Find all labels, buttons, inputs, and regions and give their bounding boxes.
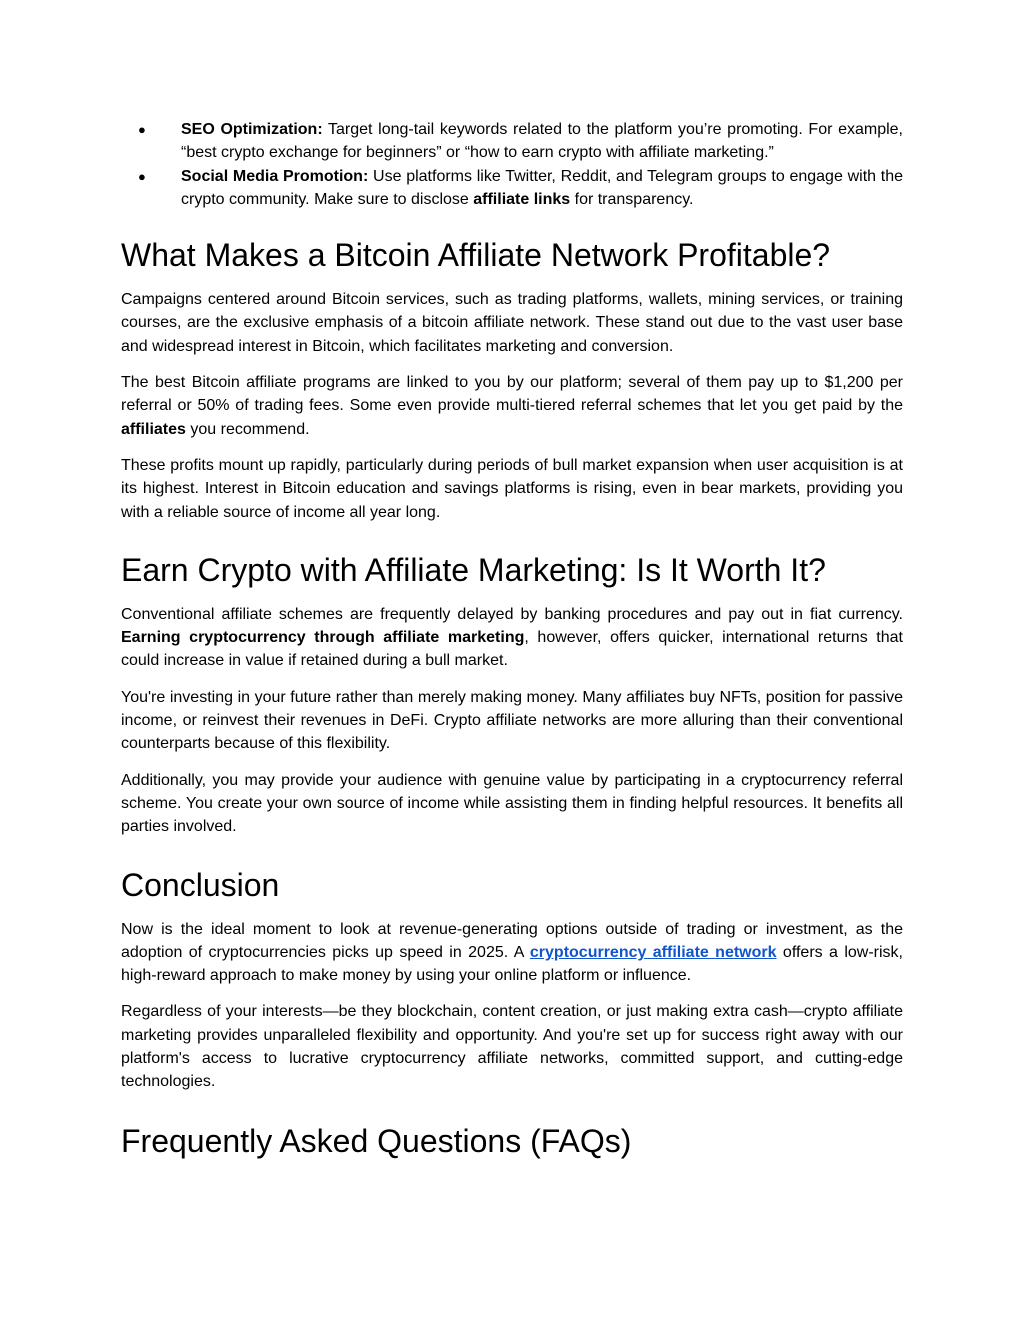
bullet-text: Use platforms like Twitter, Reddit, and Telegram groups to engage with the crypto community. Make sure to disclose (181, 167, 904, 208)
document-page (121, 118, 912, 1160)
paragraph (121, 603, 912, 673)
bullet-label: SEO Optimization: (181, 121, 323, 138)
paragraph: Campaigns centered around Bitcoin services, such as trading platforms, wallets, mining services, or training courses, are the exclusive emphasis of a bitcoin affiliate network. These stand out due to the vast user base and widespread interest in Bitcoin, which facilitates marketing and conversion. (121, 291, 903, 355)
paragraph-bold: Earning cryptocurrency through affiliate marketing (121, 629, 525, 647)
heading-conclusion: Conclusion (121, 866, 280, 903)
bullet-list (121, 118, 903, 211)
bullet-label: Social Media Promotion: (181, 167, 369, 185)
list-item-social (121, 165, 903, 212)
paragraph-bold: affiliates (121, 420, 186, 438)
heading-faq: Frequently Asked Questions (FAQs) (121, 1122, 632, 1159)
paragraph: These profits mount up rapidly, particularly during periods of bull market expansion when user acquisition is at its highest. Interest in Bitcoin education and savings platforms is rising, even in bear markets, providing you with a reliable source of income all year long. (121, 456, 903, 521)
paragraph-text: Conventional affiliate schemes are frequently delayed by banking procedures and pay out in fiat currency. (121, 605, 912, 623)
paragraph-text-end: you recommend. (185, 420, 310, 438)
paragraph-text: The best Bitcoin affiliate programs are linked to you by our platform; several of them pay up to $1,200 per referral or 50% of trading fees. Some even provide multi-tiered referral schemes that let you get paid by the (121, 374, 903, 415)
paragraph (121, 371, 903, 441)
paragraph: Additionally, you may provide your audience with genuine value by participating in a cryptocurrency referral scheme. You create your own source of income while assisting them in finding helpful resources. It benefits all parties involved. (121, 771, 903, 836)
bullet-icon: ● (138, 168, 146, 184)
bullet-bold: affiliate links (473, 190, 571, 208)
paragraph-text-end: offers a low-risk, high-reward approach to make money by using your online platform or influence. (121, 943, 903, 985)
bullet-text-end: for transparency. (570, 190, 694, 208)
heading-worth: Earn Crypto with Affiliate Marketing: Is It Worth It? (121, 551, 826, 588)
list-item-seo (121, 118, 903, 165)
paragraph-text: Now is the ideal moment to look at revenue-generating options outside of trading or investment, as the adoption of cryptocurrencies picks up speed in 2025. A (121, 920, 903, 961)
paragraph: Regardless of your interests—be they blockchain, content creation, or just making extra cash—crypto affiliate marketing provides unparalleled flexibility and opportunity. And you're set up for success right away with our platform's access to lucrative cryptocurrency affiliate networks, committed support, and cutting-edge technologies. (121, 1003, 903, 1091)
heading-profitable: What Makes a Bitcoin Affiliate Network Profitable? (121, 237, 831, 274)
paragraph-text-end: , however, offers quicker, international returns that could increase in value if retained during a bull market. (121, 629, 903, 670)
paragraph (121, 918, 903, 988)
cryptocurrency-affiliate-network-link[interactable]: cryptocurrency affiliate network (529, 943, 777, 961)
bullet-icon: ● (138, 122, 146, 137)
paragraph: You're investing in your future rather than merely making money. Many affiliates buy NFTs, position for passive income, or reinvest their revenues in DeFi. Crypto affiliate networks are more alluring than their conventional counterparts because of this flexibility. (121, 688, 903, 753)
bullet-text: Target long-tail keywords related to the platform you’re promoting. For example, “best crypto exchange for beginners” or “how to earn crypto with affiliate marketing.” (181, 121, 903, 162)
